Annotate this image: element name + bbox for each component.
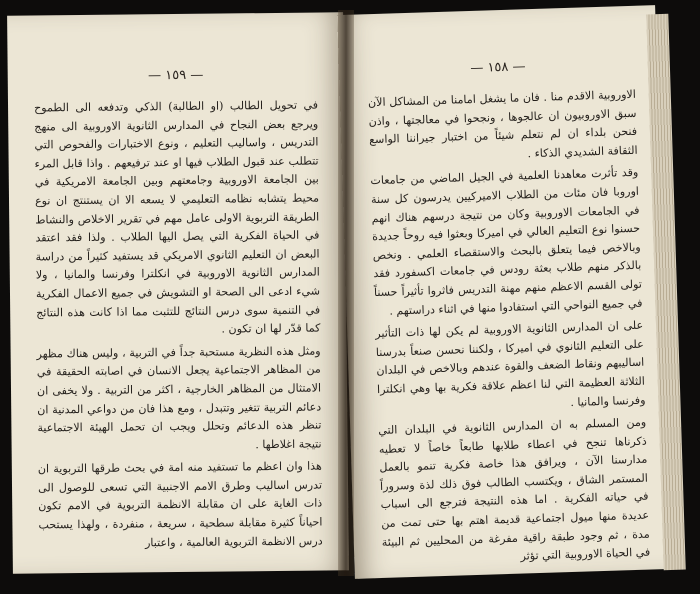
page-number: — ١٥٨ — [470,59,526,76]
paragraph: في تحويل الطالب (او الطالبة) الذكي وتدفعه الى الطموح ويرجع بعض النجاح في المدارس الثانوية الاوروبية الى منهج التدريس ، واساليب التعليم ، ونوع الاختبارات والفحوص التي تتطلب عند قبول الطلاب فيها او عند ترفيعهم . واذا قابل المرء بين الجامعة الاوروبية وجامعتهم وبين الجامعة الامريكية في محيط يتشابه نظامه التعليمي لا يسعه الا ان يستنتج ان نوع الطريقة التربوية الاولى عامل مهم في تقرير الاخلاص والنشاط في الحياة الفكرية التي يصل اليها الطلاب . ولذا فقد اعتقد البعض ان التعليم الثانوي الامريكي قد يستفيد كثيراً من دراسة المدارس الثانوية الاوروبية في انكلترا وفرنسا والمانيا ، ولا شيء ادعى الى الصحة او التشويش في جميع الاعمال الفكرية في التنمية سوى درس النتائج للتثبت مما اذا كانت هذه النتائج كما قدّر لها ان تكون . [33,98,321,336]
right-page [337,5,673,579]
paragraph: ومثل هذه النظرية مستحبة جداً في التربية ، وليس هناك مظهر من المظاهر الاجتماعية يجعل الانسان في اصابته الحقيقة في الامتثال من المظاهر الخارجية ، اكثر من التربية . ولا يخفى ان دعائم التربية تتغير وتتبدل ، ومع هذا فان من دواعي المدنية ان تنظر هذه الدعائم وتحلل ويجب ان تحمل الهيئة الاجتماعية نتيجة اغلاطها . [36,344,322,451]
page-number: — ١٥٩ — [148,67,204,84]
page-text [34,97,323,554]
paragraph: وقد تأثرت معاهدنا العلمية في الجيل الماضي من جامعات اوروبا فان مئات من الطلاب الاميركيين يدرسون كل سنة في الجامعات الاوروبية وكان من نتيجة درسهم هناك انهم حسنوا نوع التعليم العالي في اميركا وبعثوا فيه روحاً جديدة وبالاخص فيما يتعلق بالبحث والاستقصاء العلمي . ونخص بالذكر منهم طلاب بعثة رودس في جامعات اكسفورد فقد تولى القسم الاعظم منهم مهنة التدريس فاثروا تأثيراً حسناً في جميع النواحي التي استفادوا منها في اثناء دراستهم . [370,166,643,318]
paragraph: هذا وان اعظم ما تستفيد منه امة في بحث طرقها التربوية ان تدرس اساليب وطرق الامم الاجنبية التي تسعى للوصول الى ذات الغاية على ان مقابلة الانظمة التربوية في الامم تكون احياناً كثيرة مقابلة سطحية ، سريعة ، منفردة ، ولهذا يستحب درس الانظمة التربوية العالمية ، واعتبار [37,459,323,550]
left-page [7,12,349,573]
paragraph: على ان المدارس الثانوية الاوروبية لم يكن لها ذات التأثير على التعليم الثانوي في اميركا ، ولكننا نحسن صنعاً بدرسنا اساليبهم ونقاط الضعف والقوة عندهم وبالاخص في البلدان الثلاثة العظيمة التي لنا اعظم علاقة فكرية بها وهي انكلترا وفرنسا والمانيا . [375,318,646,409]
paragraph: الاوروبية الاقدم منا . فان ما يشغل امامنا من المشاكل الآن سبق الاوروبيون ان عالجوها ، ونجحوا في معالجتها ، واذن فنحن بلداء ان لم نتعلم شيئاً من اختبار جيراننا الواسع الثقافة الشديدي الذكاء . [367,87,638,161]
page-text [368,86,651,571]
paragraph: ومن المسلم به ان المدارس الثانوية في البلدان التي ذكرناها تنجح في اعطاء طلابها طابعاً خاصاً لا تعطيه مدارسنا الآن ، ويرافق هذا خاصة فكرية تنمو بالعمل المستمر الشاق ، ويكتسب الطالب فوق ذلك لذة وسروراً في حياته الفكرية . اما هذه النتيجة فترجع الى اسباب عديدة منها ميول اجتماعية قديمة اهتم بها حتى تمت من مدة ، ثم وجود طبقة راقية مفرغة من المحليين ثم البيئة في الحياة الاوروبية التي تؤثر [378,415,651,563]
book-gutter [338,10,354,576]
